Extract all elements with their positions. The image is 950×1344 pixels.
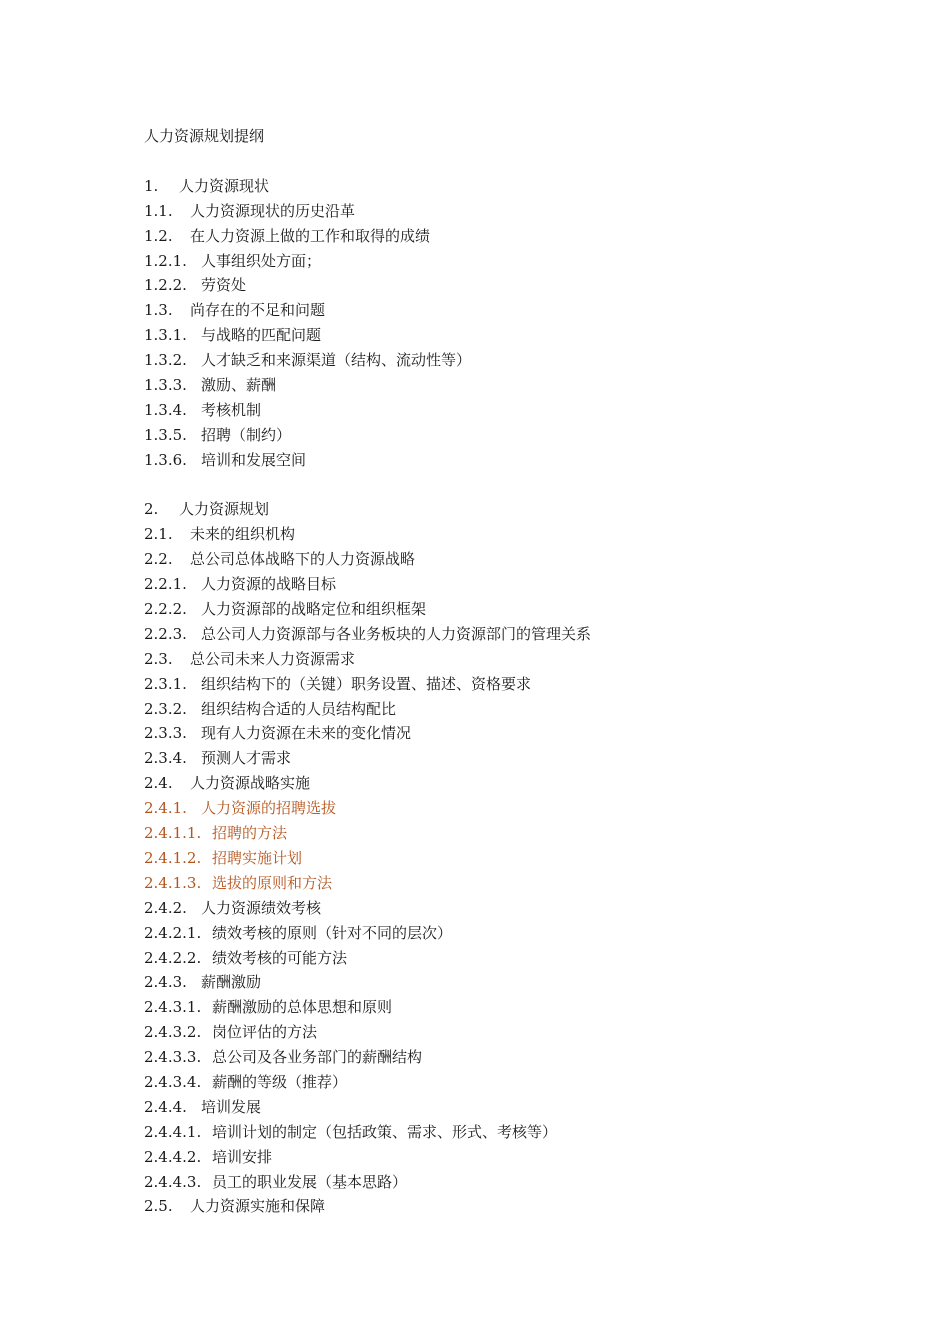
outline-item-number: 1.3.	[144, 301, 173, 320]
outline-item-text: 招聘（制约）	[201, 425, 292, 444]
outline-item	[144, 921, 864, 946]
outline-item	[144, 1194, 864, 1219]
outline-item	[144, 721, 864, 746]
outline-item	[144, 273, 864, 298]
outline	[144, 174, 864, 1219]
outline-item	[144, 647, 864, 672]
outline-item-text: 组织结构下的（关键）职务设置、描述、资格要求	[201, 674, 532, 693]
outline-item-text: 人力资源部的战略定位和组织框架	[201, 600, 427, 619]
outline-item-number: 2.4.3.1.	[144, 998, 202, 1017]
outline-item	[144, 1045, 864, 1070]
outline-item-text: 劳资处	[201, 276, 247, 295]
outline-item	[144, 846, 864, 871]
outline-item-number: 2.4.	[144, 774, 173, 793]
outline-item-text: 人事组织处方面；	[201, 251, 322, 270]
outline-item-text: 人力资源的战略目标	[201, 575, 337, 594]
outline-item-number: 2.4.3.2.	[144, 1023, 202, 1042]
outline-item-number: 2.4.2.	[144, 898, 187, 917]
outline-item-text: 培训和发展空间	[201, 450, 307, 469]
outline-item-number: 2.4.4.	[144, 1097, 187, 1116]
document-title: 人力资源规划提纲	[144, 127, 265, 145]
outline-item	[144, 746, 864, 771]
outline-item-text: 薪酬的等级（推荐）	[212, 1072, 348, 1091]
outline-item-text: 人力资源规划	[179, 500, 270, 519]
outline-item-number: 2.4.1.	[144, 799, 187, 818]
outline-item-number: 2.3.	[144, 649, 173, 668]
outline-item	[144, 224, 864, 249]
outline-item	[144, 672, 864, 697]
outline-item-text: 选拔的原则和方法	[212, 873, 333, 892]
outline-item-text: 在人力资源上做的工作和取得的成绩	[190, 226, 431, 245]
outline-section	[144, 174, 864, 473]
outline-item-number: 2.4.3.4.	[144, 1072, 202, 1091]
outline-item-number: 2.	[144, 500, 159, 519]
outline-item-text: 人力资源现状的历史沿革	[190, 201, 356, 220]
outline-item-number: 2.3.2.	[144, 699, 187, 718]
outline-item-text: 现有人力资源在未来的变化情况	[201, 724, 412, 743]
outline-item	[144, 572, 864, 597]
outline-item	[144, 522, 864, 547]
outline-item	[144, 497, 864, 522]
outline-item-number: 2.1.	[144, 525, 173, 544]
outline-item	[144, 1145, 864, 1170]
outline-item-number: 1.3.5.	[144, 425, 187, 444]
outline-item-number: 2.4.1.1.	[144, 824, 202, 843]
outline-item-text: 考核机制	[201, 400, 262, 419]
outline-item-number: 2.2.3.	[144, 624, 187, 643]
outline-item-text: 员工的职业发展（基本思路）	[212, 1172, 408, 1191]
blank-line	[144, 149, 864, 174]
outline-item-number: 1.3.2.	[144, 351, 187, 370]
outline-item-text: 绩效考核的可能方法	[212, 948, 348, 967]
outline-item-number: 2.3.3.	[144, 724, 187, 743]
outline-item-text: 绩效考核的原则（针对不同的层次）	[212, 923, 453, 942]
outline-item	[144, 970, 864, 995]
outline-item-text: 组织结构合适的人员结构配比	[201, 699, 397, 718]
outline-item	[144, 249, 864, 274]
outline-item	[144, 896, 864, 921]
outline-item-number: 1.3.4.	[144, 400, 187, 419]
outline-item-number: 1.2.1.	[144, 251, 187, 270]
outline-item-number: 1.	[144, 176, 159, 195]
outline-item	[144, 398, 864, 423]
outline-item-text: 人力资源绩效考核	[201, 898, 322, 917]
outline-item	[144, 423, 864, 448]
outline-item	[144, 796, 864, 821]
outline-item-number: 2.2.2.	[144, 600, 187, 619]
outline-item	[144, 174, 864, 199]
outline-item	[144, 946, 864, 971]
outline-item	[144, 298, 864, 323]
outline-item-text: 总公司未来人力资源需求	[190, 649, 356, 668]
blank-line	[144, 473, 864, 498]
outline-item	[144, 1120, 864, 1145]
outline-item-text: 人才缺乏和来源渠道（结构、流动性等）	[201, 351, 472, 370]
outline-item-text: 薪酬激励	[201, 973, 262, 992]
outline-item	[144, 373, 864, 398]
outline-item-text: 激励、薪酬	[201, 376, 277, 395]
outline-item-text: 招聘实施计划	[212, 848, 303, 867]
outline-item-text: 人力资源战略实施	[190, 774, 311, 793]
outline-item	[144, 1095, 864, 1120]
outline-item-number: 1.1.	[144, 201, 173, 220]
outline-item	[144, 871, 864, 896]
outline-item-text: 人力资源实施和保障	[190, 1197, 326, 1216]
document-page	[144, 124, 864, 1219]
outline-item	[144, 448, 864, 473]
outline-item-number: 2.4.4.3.	[144, 1172, 202, 1191]
outline-item-text: 人力资源现状	[179, 176, 270, 195]
outline-item	[144, 821, 864, 846]
outline-item-text: 培训计划的制定（包括政策、需求、形式、考核等）	[212, 1122, 558, 1141]
outline-item	[144, 323, 864, 348]
outline-item-text: 总公司总体战略下的人力资源战略	[190, 550, 416, 569]
outline-item-number: 2.4.1.2.	[144, 848, 202, 867]
outline-item	[144, 547, 864, 572]
outline-item-text: 与战略的匹配问题	[201, 326, 322, 345]
outline-item-number: 2.4.4.1.	[144, 1122, 202, 1141]
outline-item-number: 2.5.	[144, 1197, 173, 1216]
outline-item-number: 1.2.2.	[144, 276, 187, 295]
outline-item-number: 2.4.2.1.	[144, 923, 202, 942]
outline-item	[144, 697, 864, 722]
outline-item	[144, 622, 864, 647]
outline-item	[144, 597, 864, 622]
outline-item	[144, 771, 864, 796]
outline-item-number: 2.4.3.	[144, 973, 187, 992]
outline-item-number: 2.2.1.	[144, 575, 187, 594]
outline-item-number: 2.3.1.	[144, 674, 187, 693]
outline-item-text: 尚存在的不足和问题	[190, 301, 326, 320]
outline-item-number: 1.3.6.	[144, 450, 187, 469]
outline-item	[144, 348, 864, 373]
outline-item	[144, 1020, 864, 1045]
outline-item-number: 1.2.	[144, 226, 173, 245]
outline-item-number: 2.2.	[144, 550, 173, 569]
outline-item-text: 人力资源的招聘选拔	[201, 799, 337, 818]
outline-section	[144, 497, 864, 1219]
outline-item-text: 岗位评估的方法	[212, 1023, 318, 1042]
outline-item-number: 2.4.2.2.	[144, 948, 202, 967]
outline-item-text: 培训发展	[201, 1097, 262, 1116]
outline-item-text: 预测人才需求	[201, 749, 292, 768]
outline-item-number: 2.4.1.3.	[144, 873, 202, 892]
outline-item-text: 未来的组织机构	[190, 525, 296, 544]
outline-item-text: 薪酬激励的总体思想和原则	[212, 998, 393, 1017]
outline-item-number: 1.3.1.	[144, 326, 187, 345]
outline-item-number: 2.4.4.2.	[144, 1147, 202, 1166]
outline-item-number: 1.3.3.	[144, 376, 187, 395]
outline-item	[144, 1170, 864, 1195]
outline-item	[144, 995, 864, 1020]
outline-item-text: 招聘的方法	[212, 824, 288, 843]
outline-item-text: 总公司人力资源部与各业务板块的人力资源部门的管理关系	[201, 624, 592, 643]
outline-item-text: 培训安排	[212, 1147, 273, 1166]
outline-item-text: 总公司及各业务部门的薪酬结构	[212, 1048, 423, 1067]
outline-item-number: 2.4.3.3.	[144, 1048, 202, 1067]
outline-item	[144, 1070, 864, 1095]
outline-item	[144, 199, 864, 224]
outline-item-number: 2.3.4.	[144, 749, 187, 768]
